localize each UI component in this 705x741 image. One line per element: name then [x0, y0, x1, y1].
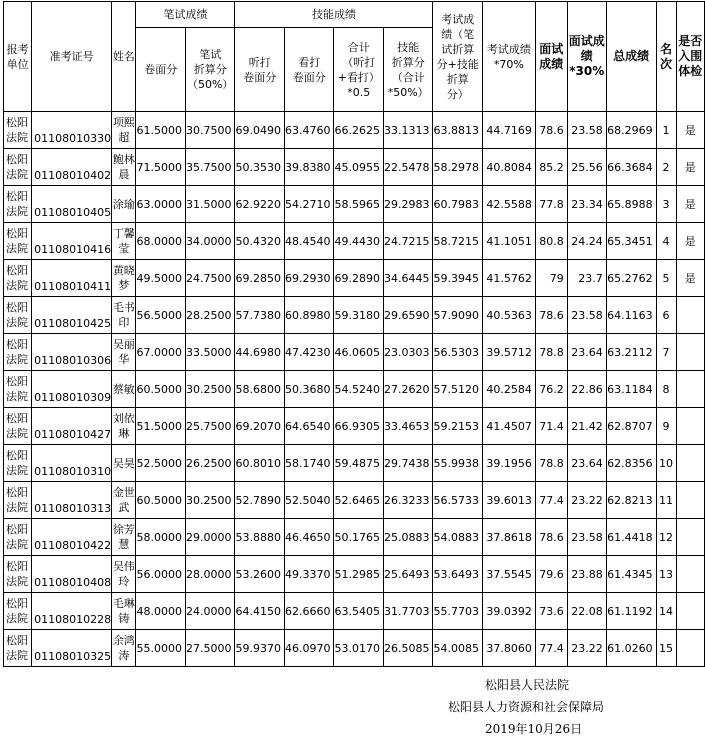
ticket-cell: 01108010310: [32, 445, 112, 482]
skill-conv-cell: 24.7215: [383, 223, 433, 260]
table-row: [4, 334, 705, 371]
rank-cell: 13: [656, 556, 676, 593]
interview-30-cell: 24.24: [567, 223, 606, 260]
listen-cell: 50.4320: [235, 223, 285, 260]
interview-cell: 85.2: [535, 149, 567, 186]
skill-conv-cell: 26.5085: [383, 630, 433, 667]
interview-30-cell: 23.64: [567, 334, 606, 371]
written-conv-cell: 30.2500: [185, 482, 235, 519]
name-cell: 涂瑜: [112, 186, 136, 223]
written-raw-cell: 68.0000: [136, 223, 186, 260]
exam-70-cell: 41.4507: [482, 408, 535, 445]
name-cell: 毛琳 铸: [112, 593, 136, 630]
unit-cell: 松阳 法院: [4, 445, 32, 482]
physical-cell: [676, 556, 705, 593]
view-cell: 46.0970: [284, 630, 334, 667]
rank-cell: 5: [656, 260, 676, 297]
view-cell: 47.4230: [284, 334, 334, 371]
table-row: [4, 186, 705, 223]
exam-70-cell: 42.5588: [482, 186, 535, 223]
exam-70-cell: 39.0392: [482, 593, 535, 630]
listen-cell: 64.4150: [235, 593, 285, 630]
total-sub-cell: 52.6465: [334, 482, 384, 519]
exam-total-cell: 60.7983: [433, 186, 483, 223]
written-raw-cell: 67.0000: [136, 334, 186, 371]
written-conv-cell: 33.5000: [185, 334, 235, 371]
exam-total-cell: 58.2978: [433, 149, 483, 186]
table-row: [4, 445, 705, 482]
interview-cell: 78.6: [535, 112, 567, 149]
total-sub-cell: 63.5405: [334, 593, 384, 630]
interview-30-cell: 23.58: [567, 112, 606, 149]
total-sub-cell: 59.3180: [334, 297, 384, 334]
exam-70-cell: 41.5762: [482, 260, 535, 297]
final-cell: 61.4418: [606, 519, 656, 556]
header-ticket: 准考证号: [32, 2, 112, 112]
rank-cell: 11: [656, 482, 676, 519]
header-unit: 报考单位: [4, 2, 32, 112]
name-cell: 刘依 琳: [112, 408, 136, 445]
listen-cell: 62.9220: [235, 186, 285, 223]
physical-cell: [676, 408, 705, 445]
final-cell: 63.2112: [606, 334, 656, 371]
skill-conv-cell: 23.0303: [383, 334, 433, 371]
header-exam-70: 考试成绩 *70%: [482, 2, 535, 112]
final-cell: 63.1184: [606, 371, 656, 408]
ticket-cell: 01108010425: [32, 297, 112, 334]
interview-30-cell: 23.34: [567, 186, 606, 223]
name-cell: 金世 武: [112, 482, 136, 519]
written-raw-cell: 52.5000: [136, 445, 186, 482]
exam-total-cell: 55.7703: [433, 593, 483, 630]
written-raw-cell: 71.5000: [136, 149, 186, 186]
ticket-cell: 01108010228: [32, 593, 112, 630]
interview-30-cell: 25.56: [567, 149, 606, 186]
listen-cell: 52.7890: [235, 482, 285, 519]
listen-cell: 53.2600: [235, 556, 285, 593]
exam-total-cell: 56.5733: [433, 482, 483, 519]
interview-cell: 80.8: [535, 223, 567, 260]
unit-cell: 松阳 法院: [4, 223, 32, 260]
exam-total-cell: 59.3945: [433, 260, 483, 297]
view-cell: 52.5040: [284, 482, 334, 519]
unit-cell: 松阳 法院: [4, 371, 32, 408]
exam-70-cell: 37.8060: [482, 630, 535, 667]
skill-conv-cell: 22.5478: [383, 149, 433, 186]
ticket-cell: 01108010325: [32, 630, 112, 667]
table-row: [4, 482, 705, 519]
rank-cell: 1: [656, 112, 676, 149]
name-cell: 鲍林 晨: [112, 149, 136, 186]
physical-cell: 是: [676, 260, 705, 297]
header-exam-total: 考试成 绩（笔 试折算 分+技能 折算 分）: [433, 2, 483, 112]
ticket-cell: 01108010309: [32, 371, 112, 408]
name-cell: 徐芳 慧: [112, 519, 136, 556]
table-row: [4, 371, 705, 408]
written-conv-cell: 27.5000: [185, 630, 235, 667]
total-sub-cell: 50.1765: [334, 519, 384, 556]
table-row: [4, 630, 705, 667]
table-row: [4, 149, 705, 186]
listen-cell: 58.6800: [235, 371, 285, 408]
rank-cell: 3: [656, 186, 676, 223]
interview-cell: 77.4: [535, 482, 567, 519]
exam-70-cell: 39.1956: [482, 445, 535, 482]
total-sub-cell: 59.4875: [334, 445, 384, 482]
exam-total-cell: 57.5120: [433, 371, 483, 408]
written-raw-cell: 49.5000: [136, 260, 186, 297]
written-conv-cell: 26.2500: [185, 445, 235, 482]
skill-conv-cell: 26.3233: [383, 482, 433, 519]
physical-cell: 是: [676, 149, 705, 186]
interview-cell: 76.2: [535, 371, 567, 408]
header-interview-30: 面试成 绩*30%: [567, 2, 606, 112]
total-sub-cell: 54.5240: [334, 371, 384, 408]
header-total-sub: 合计 （听打 +看打） *0.5: [334, 28, 384, 112]
interview-30-cell: 22.08: [567, 593, 606, 630]
view-cell: 39.8380: [284, 149, 334, 186]
skill-conv-cell: 29.2983: [383, 186, 433, 223]
written-raw-cell: 56.0000: [136, 556, 186, 593]
unit-cell: 松阳 法院: [4, 112, 32, 149]
written-raw-cell: 56.5000: [136, 297, 186, 334]
view-cell: 49.3370: [284, 556, 334, 593]
rank-cell: 10: [656, 445, 676, 482]
listen-cell: 57.7380: [235, 297, 285, 334]
interview-30-cell: 23.7: [567, 260, 606, 297]
header-final: 总成绩: [606, 2, 656, 112]
interview-30-cell: 23.58: [567, 519, 606, 556]
listen-cell: 50.3530: [235, 149, 285, 186]
exam-total-cell: 59.2153: [433, 408, 483, 445]
exam-total-cell: 58.7215: [433, 223, 483, 260]
written-conv-cell: 35.7500: [185, 149, 235, 186]
exam-70-cell: 40.5363: [482, 297, 535, 334]
exam-total-cell: 57.9090: [433, 297, 483, 334]
written-raw-cell: 60.5000: [136, 482, 186, 519]
physical-cell: [676, 482, 705, 519]
table-row: [4, 112, 705, 149]
written-conv-cell: 28.0000: [185, 556, 235, 593]
written-conv-cell: 30.7500: [185, 112, 235, 149]
exam-total-cell: 54.0883: [433, 519, 483, 556]
listen-cell: 60.8010: [235, 445, 285, 482]
name-cell: 余鸿 涛: [112, 630, 136, 667]
interview-cell: 78.8: [535, 445, 567, 482]
final-cell: 68.2969: [606, 112, 656, 149]
skill-conv-cell: 31.7703: [383, 593, 433, 630]
view-cell: 54.2710: [284, 186, 334, 223]
view-cell: 64.6540: [284, 408, 334, 445]
listen-cell: 53.8880: [235, 519, 285, 556]
written-raw-cell: 58.0000: [136, 519, 186, 556]
interview-cell: 78.8: [535, 334, 567, 371]
physical-cell: [676, 371, 705, 408]
name-cell: 吴丽 华: [112, 334, 136, 371]
total-sub-cell: 58.5965: [334, 186, 384, 223]
total-sub-cell: 46.0605: [334, 334, 384, 371]
rank-cell: 4: [656, 223, 676, 260]
skill-conv-cell: 29.7438: [383, 445, 433, 482]
view-cell: 63.4760: [284, 112, 334, 149]
physical-cell: [676, 445, 705, 482]
view-cell: 69.2930: [284, 260, 334, 297]
table-body: [4, 112, 705, 667]
header-rank: 名 次: [656, 2, 676, 112]
ticket-cell: 01108010402: [32, 149, 112, 186]
footer-org-hr: 松阳县人力资源和社会保障局: [448, 700, 605, 714]
table-row: [4, 593, 705, 630]
score-table: [3, 1, 705, 667]
rank-cell: 14: [656, 593, 676, 630]
interview-30-cell: 23.22: [567, 482, 606, 519]
name-cell: 项熙 超: [112, 112, 136, 149]
exam-total-cell: 63.8813: [433, 112, 483, 149]
header-view: 看打 卷面分: [284, 28, 334, 112]
ticket-cell: 01108010408: [32, 556, 112, 593]
view-cell: 58.1740: [284, 445, 334, 482]
interview-cell: 79: [535, 260, 567, 297]
final-cell: 66.3684: [606, 149, 656, 186]
skill-conv-cell: 25.0883: [383, 519, 433, 556]
exam-total-cell: 53.6493: [433, 556, 483, 593]
rank-cell: 9: [656, 408, 676, 445]
physical-cell: [676, 334, 705, 371]
physical-cell: [676, 630, 705, 667]
unit-cell: 松阳 法院: [4, 556, 32, 593]
unit-cell: 松阳 法院: [4, 334, 32, 371]
final-cell: 65.3451: [606, 223, 656, 260]
written-conv-cell: 28.2500: [185, 297, 235, 334]
total-sub-cell: 45.0955: [334, 149, 384, 186]
unit-cell: 松阳 法院: [4, 630, 32, 667]
final-cell: 61.4345: [606, 556, 656, 593]
name-cell: 吴昊: [112, 445, 136, 482]
skill-conv-cell: 33.1313: [383, 112, 433, 149]
physical-cell: 是: [676, 186, 705, 223]
header-written-group: 笔试成绩: [136, 2, 235, 28]
ticket-cell: 01108010313: [32, 482, 112, 519]
view-cell: 62.6660: [284, 593, 334, 630]
written-raw-cell: 48.0000: [136, 593, 186, 630]
interview-30-cell: 21.42: [567, 408, 606, 445]
written-conv-cell: 34.0000: [185, 223, 235, 260]
exam-70-cell: 37.8618: [482, 519, 535, 556]
interview-30-cell: 22.86: [567, 371, 606, 408]
rank-cell: 7: [656, 334, 676, 371]
name-cell: 黄晓 梦: [112, 260, 136, 297]
name-cell: 毛书 印: [112, 297, 136, 334]
header-name: 姓名: [112, 2, 136, 112]
rank-cell: 8: [656, 371, 676, 408]
interview-30-cell: 23.64: [567, 445, 606, 482]
final-cell: 64.1163: [606, 297, 656, 334]
view-cell: 48.4540: [284, 223, 334, 260]
interview-30-cell: 23.58: [567, 297, 606, 334]
written-conv-cell: 25.7500: [185, 408, 235, 445]
final-cell: 61.1192: [606, 593, 656, 630]
physical-cell: 是: [676, 112, 705, 149]
header-listen: 听打 卷面分: [235, 28, 285, 112]
total-sub-cell: 66.9305: [334, 408, 384, 445]
ticket-cell: 01108010416: [32, 223, 112, 260]
written-raw-cell: 55.0000: [136, 630, 186, 667]
exam-total-cell: 56.5303: [433, 334, 483, 371]
ticket-cell: 01108010427: [32, 408, 112, 445]
exam-70-cell: 40.8084: [482, 149, 535, 186]
header-interview: 面试 成绩: [535, 2, 567, 112]
skill-conv-cell: 34.6445: [383, 260, 433, 297]
written-conv-cell: 31.5000: [185, 186, 235, 223]
final-cell: 65.8988: [606, 186, 656, 223]
written-conv-cell: 24.7500: [185, 260, 235, 297]
skill-conv-cell: 33.4653: [383, 408, 433, 445]
interview-cell: 73.6: [535, 593, 567, 630]
written-raw-cell: 61.5000: [136, 112, 186, 149]
interview-cell: 77.8: [535, 186, 567, 223]
exam-total-cell: 54.0085: [433, 630, 483, 667]
table-row: [4, 223, 705, 260]
exam-70-cell: 37.5545: [482, 556, 535, 593]
rank-cell: 6: [656, 297, 676, 334]
written-raw-cell: 63.0000: [136, 186, 186, 223]
total-sub-cell: 69.2890: [334, 260, 384, 297]
skill-conv-cell: 25.6493: [383, 556, 433, 593]
final-cell: 65.2762: [606, 260, 656, 297]
table-header: [4, 2, 705, 112]
exam-70-cell: 39.5712: [482, 334, 535, 371]
header-written-conv: 笔试 折算分 （50%）: [185, 28, 235, 112]
physical-cell: [676, 519, 705, 556]
final-cell: 62.8213: [606, 482, 656, 519]
exam-70-cell: 41.1051: [482, 223, 535, 260]
header-skill-group: 技能成绩: [235, 2, 433, 28]
skill-conv-cell: 29.6590: [383, 297, 433, 334]
exam-70-cell: 39.6013: [482, 482, 535, 519]
listen-cell: 44.6980: [235, 334, 285, 371]
header-physical: 是否 入围 体检: [676, 2, 705, 112]
footer-org-court: 松阳县人民法院: [485, 678, 570, 692]
table-row: [4, 519, 705, 556]
ticket-cell: 01108010306: [32, 334, 112, 371]
interview-cell: 79.6: [535, 556, 567, 593]
interview-cell: 78.6: [535, 297, 567, 334]
total-sub-cell: 66.2625: [334, 112, 384, 149]
listen-cell: 69.0490: [235, 112, 285, 149]
unit-cell: 松阳 法院: [4, 408, 32, 445]
table-row: [4, 408, 705, 445]
interview-30-cell: 23.88: [567, 556, 606, 593]
unit-cell: 松阳 法院: [4, 186, 32, 223]
unit-cell: 松阳 法院: [4, 519, 32, 556]
header-written-raw: 卷面分: [136, 28, 186, 112]
name-cell: 吴伟 玲: [112, 556, 136, 593]
unit-cell: 松阳 法院: [4, 482, 32, 519]
unit-cell: 松阳 法院: [4, 149, 32, 186]
rank-cell: 2: [656, 149, 676, 186]
listen-cell: 69.2850: [235, 260, 285, 297]
total-sub-cell: 51.2985: [334, 556, 384, 593]
physical-cell: [676, 593, 705, 630]
total-sub-cell: 53.0170: [334, 630, 384, 667]
physical-cell: [676, 297, 705, 334]
name-cell: 丁馨 莹: [112, 223, 136, 260]
view-cell: 46.4650: [284, 519, 334, 556]
ticket-cell: 01108010405: [32, 186, 112, 223]
name-cell: 蔡敏: [112, 371, 136, 408]
total-sub-cell: 49.4430: [334, 223, 384, 260]
rank-cell: 12: [656, 519, 676, 556]
footer-date: 2019年10月26日: [485, 722, 583, 736]
unit-cell: 松阳 法院: [4, 260, 32, 297]
written-raw-cell: 60.5000: [136, 371, 186, 408]
table-row: [4, 297, 705, 334]
header-skill-conv: 技能 折算分 （合计 *50%）: [383, 28, 433, 112]
final-cell: 62.8707: [606, 408, 656, 445]
interview-30-cell: 23.22: [567, 630, 606, 667]
listen-cell: 59.9370: [235, 630, 285, 667]
ticket-cell: 01108010330: [32, 112, 112, 149]
final-cell: 62.8356: [606, 445, 656, 482]
unit-cell: 松阳 法院: [4, 297, 32, 334]
written-conv-cell: 29.0000: [185, 519, 235, 556]
physical-cell: 是: [676, 223, 705, 260]
table-row: [4, 260, 705, 297]
ticket-cell: 01108010422: [32, 519, 112, 556]
exam-70-cell: 44.7169: [482, 112, 535, 149]
written-conv-cell: 24.0000: [185, 593, 235, 630]
exam-total-cell: 55.9938: [433, 445, 483, 482]
interview-cell: 71.4: [535, 408, 567, 445]
interview-cell: 78.6: [535, 519, 567, 556]
skill-conv-cell: 27.2620: [383, 371, 433, 408]
rank-cell: 15: [656, 630, 676, 667]
ticket-cell: 01108010411: [32, 260, 112, 297]
written-raw-cell: 51.5000: [136, 408, 186, 445]
view-cell: 50.3680: [284, 371, 334, 408]
exam-70-cell: 40.2584: [482, 371, 535, 408]
view-cell: 60.8980: [284, 297, 334, 334]
written-conv-cell: 30.2500: [185, 371, 235, 408]
interview-cell: 77.4: [535, 630, 567, 667]
table-row: [4, 556, 705, 593]
unit-cell: 松阳 法院: [4, 593, 32, 630]
listen-cell: 69.2070: [235, 408, 285, 445]
final-cell: 61.0260: [606, 630, 656, 667]
